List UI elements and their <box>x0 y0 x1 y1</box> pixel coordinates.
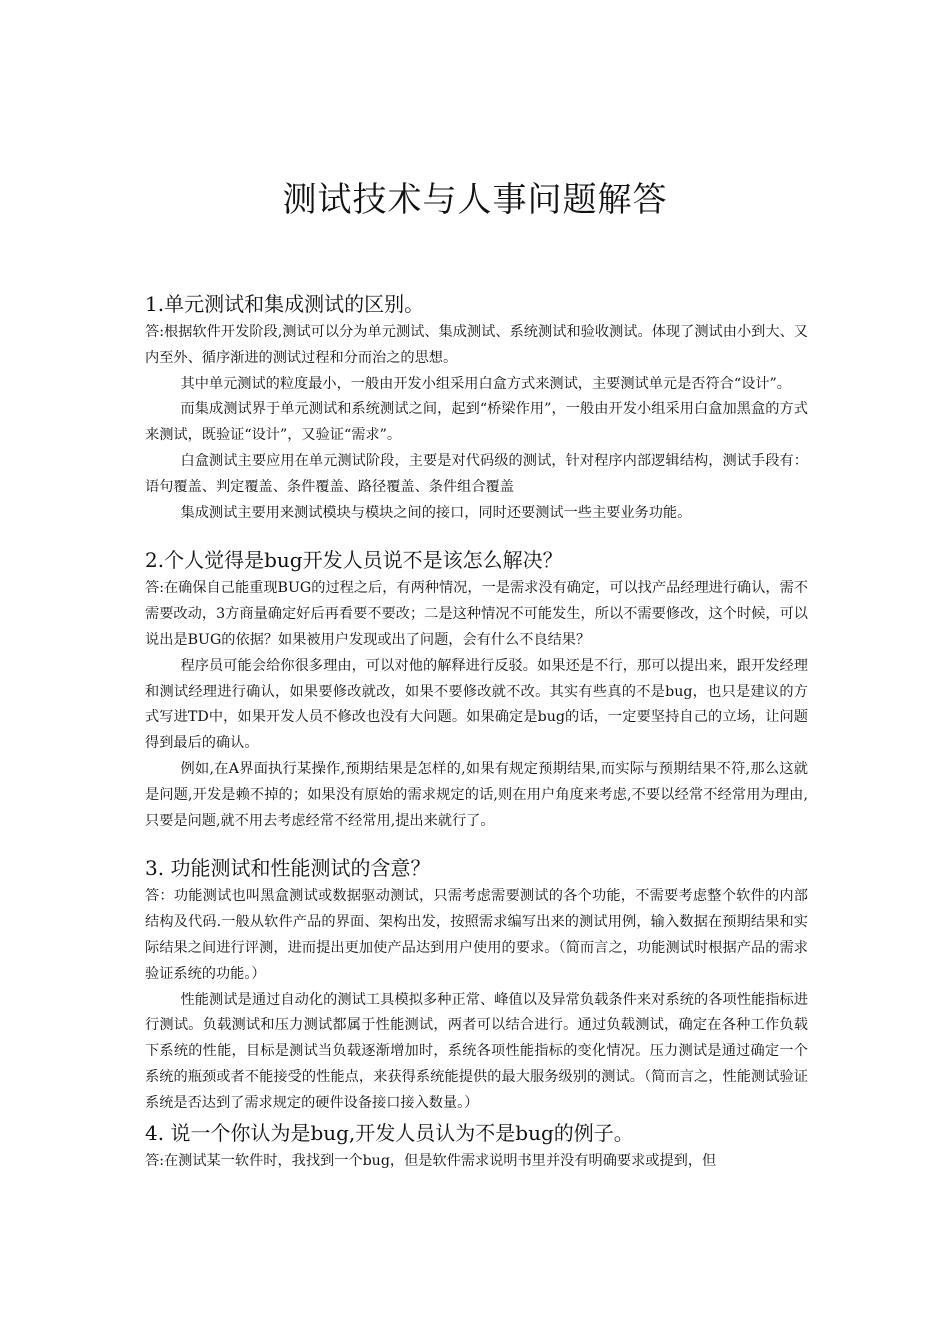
section-heading: 2.个人觉得是bug开发人员说不是该怎么解决？ <box>145 548 563 573</box>
section-heading: 3. 功能测试和性能测试的含意？ <box>145 856 431 881</box>
paragraph: 答:在测试某一软件时，我找到一个bug，但是软件需求说明书里并没有明确要求或提到，但 <box>145 1152 717 1169</box>
document-title: 测试技术与人事问题解答 <box>282 180 668 220</box>
paragraph: 答:在确保自己能重现BUG的过程之后，有两种情况，一是需求没有确定，可以找产品经理进行确认，需不需要改动，3方商量确定好后再看要不要改；二是这种情况不可能发生，所以不需要修改，这个时候，可以说出是BUG的依据？如果被用户发现或出了问题，会有什么不良结果？ <box>145 580 808 648</box>
section-heading: 1.单元测试和集成测试的区别。 <box>145 292 425 316</box>
document-body <box>145 288 808 1174</box>
paragraph: 而集成测试界于单元测试和系统测试之间，起到“桥梁作用”，一般由开发小组采用白盒加黑盒的方式来测试，既验证“设计”，又验证“需求”。 <box>145 401 808 444</box>
paragraph: 答:根据软件开发阶段,测试可以分为单元测试、集成测试、系统测试和验收测试。体现了测试由小到大、又内至外、循序渐进的测试过程和分而治之的思想。 <box>145 324 808 366</box>
paragraph: 白盒测试主要应用在单元测试阶段，主要是对代码级的测试，针对程序内部逻辑结构，测试手段有：语句覆盖、判定覆盖、条件覆盖、路径覆盖、条件组合覆盖 <box>145 452 808 495</box>
paragraph: 集成测试主要用来测试模块与模块之间的接口，同时还要测试一些主要业务功能。 <box>180 504 692 521</box>
paragraph: 程序员可能会给你很多理由，可以对他的解释进行反驳。如果还是不行，那可以提出来，跟开发经理和测试经理进行确认，如果要修改就改，如果不要修改就不改。其实有些真的不是bug，也只是建议的方式写进TD中，如果开发人员不修改也没有大问题。如果确定是bug的话，一定要坚持自己的立场，让问题得到最后的确认。 <box>145 657 808 752</box>
section-spacer <box>145 834 808 852</box>
section-2 <box>145 544 808 834</box>
section-4 <box>145 1117 808 1175</box>
section-1 <box>145 288 808 526</box>
section-spacer <box>145 526 808 544</box>
paragraph: 性能测试是通过自动化的测试工具模拟多种正常、峰值以及异常负载条件来对系统的各项性能指标进行测试。负载测试和压力测试都属于性能测试，两者可以结合进行。通过负载测试，确定在各种工作负载下系统的性能，目标是测试当负载逐渐增加时，系统各项性能指标的变化情况。压力测试是通过确定一个系统的瓶颈或者不能接受的性能点，来获得系统能提供的最大服务级别的测试。（简而言之，性能测试验证系统是否达到了需求规定的硬件设备接口接入数量。） <box>145 991 808 1111</box>
paragraph: 其中单元测试的粒度最小，一般由开发小组采用白盒方式来测试，主要测试单元是否符合“设计”。 <box>180 375 791 392</box>
paragraph: 答：功能测试也叫黑盒测试或数据驱动测试，只需考虑需要测试的各个功能，不需要考虑整个软件的内部结构及代码.一般从软件产品的界面、架构出发，按照需求编写出来的测试用例，输入数据在预期结果和实际结果之间进行评测，进而提出更加使产品达到用户使用的要求。（简而言之，功能测试时根据产品的需求验证系统的功能。） <box>145 888 808 982</box>
section-heading: 4. 说一个你认为是bug,开发人员认为不是bug的例子。 <box>145 1120 634 1145</box>
paragraph: 例如,在A界面执行某操作,预期结果是怎样的,如果有规定预期结果,而实际与预期结果不符,那么这就是问题,开发是赖不掉的；如果没有原始的需求规定的话,则在用户角度来考虑,不要以经常不经常用为理由,只要是问题,就不用去考虑经常不经常用,提出来就行了。 <box>145 760 808 829</box>
section-3 <box>145 852 808 1116</box>
